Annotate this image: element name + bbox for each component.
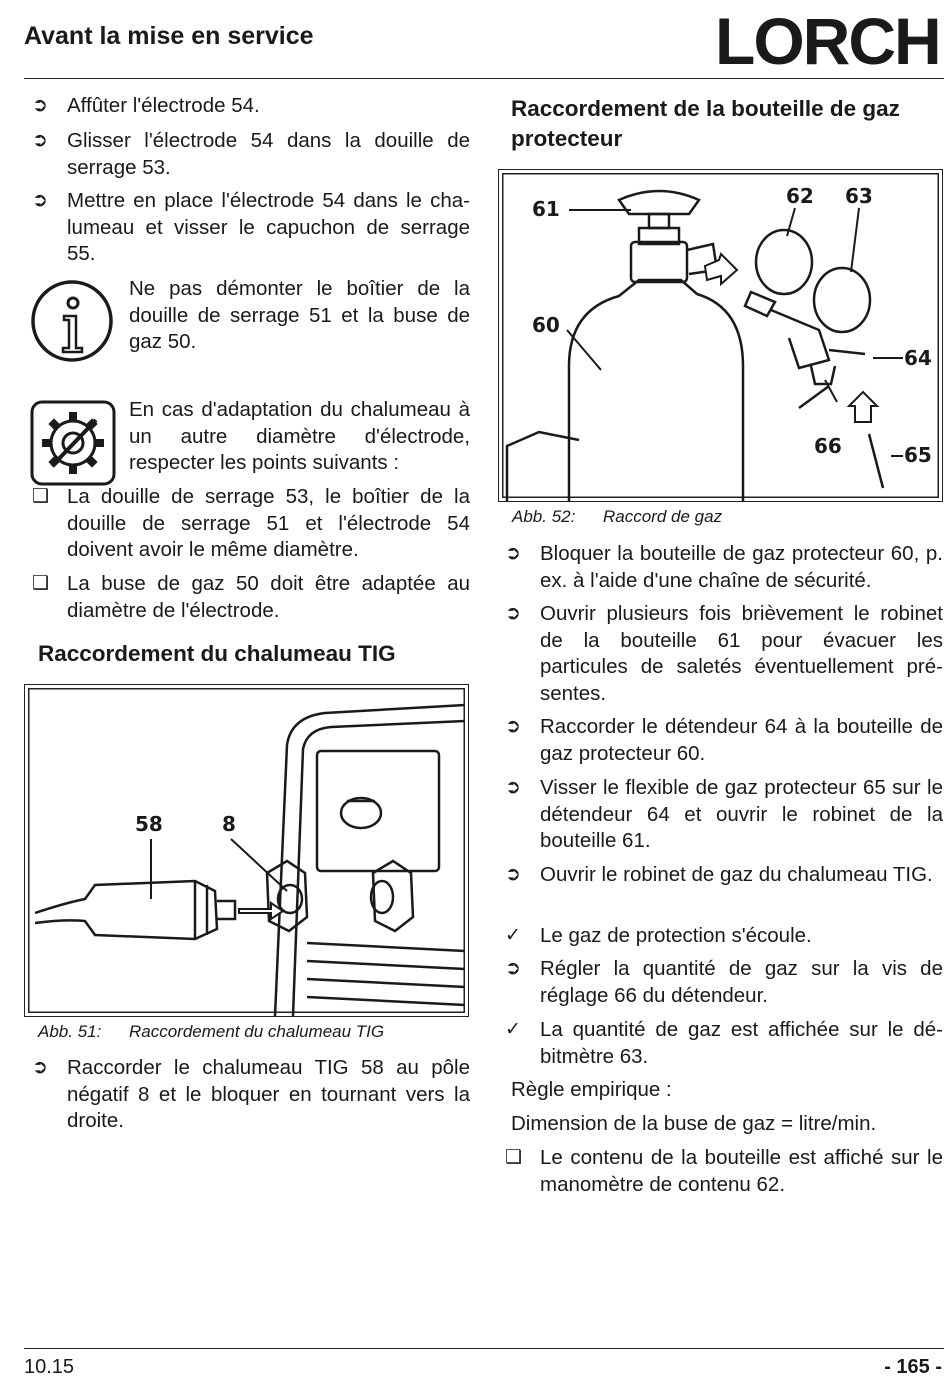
lorch-logo: LORCH <box>715 4 940 78</box>
step-insert: ➲ Glisser l'électrode 54 dans la douille de serrage 53. <box>32 129 470 179</box>
rule-label: Règle empirique : <box>511 1078 672 1101</box>
step-secure-cylinder: ➲ Bloquer la bouteille de gaz protecteur 60, p. ex. à l'aide d'une chaîne de sécurité. <box>505 542 943 592</box>
check-diameter: ❑ La douille de serrage 53, le boîtier de la douille de serrage 51 et l'électrode 54 doivent avoir le même diamètre. <box>32 485 470 561</box>
check-nozzle: ❑ La buse de gaz 50 doit être adaptée au diamètre de l'électrode. <box>32 572 470 622</box>
figure-51 <box>24 684 469 1017</box>
gear-icon <box>30 400 116 486</box>
page-title: Avant la mise en service <box>24 22 314 50</box>
label-63: 63 <box>845 184 873 208</box>
step-icon: ➲ <box>505 777 521 798</box>
step-icon: ➲ <box>505 864 521 885</box>
figure-52 <box>498 169 943 502</box>
label-60: 60 <box>532 313 560 337</box>
label-66: 66 <box>814 434 842 458</box>
checkbox-icon: ❑ <box>32 573 50 594</box>
gas-cylinder-illustration <box>499 170 942 501</box>
step-icon: ➲ <box>505 543 521 564</box>
adapt-note: En cas d'adaptation du chalumeau à un autre diamètre d'électrode, respecter les points suivants : <box>129 398 470 474</box>
caption-52-number: Abb. 52: <box>512 507 576 526</box>
footer-version: 10.15 <box>24 1356 75 1378</box>
torch-connection-illustration <box>25 685 468 1016</box>
page-number: - 165 - <box>884 1356 942 1378</box>
arrow-icon: ➲ <box>32 95 48 116</box>
check-content-gauge: ❑ Le contenu de la bouteille est affiché sur le manomètre de contenu 62. <box>505 1146 943 1196</box>
label-8: 8 <box>222 812 236 836</box>
label-58: 58 <box>135 812 163 836</box>
checkmark-icon: ✓ <box>505 925 521 946</box>
step-adjust-flow: ➲ Régler la quantité de gaz sur la vis de réglage 66 du détendeur. <box>505 957 943 1007</box>
step-screw-hose: ➲ Visser le flexible de gaz protecteur 65 sur le détendeur 64 et ouvrir le robinet de la bouteille 61. <box>505 776 943 852</box>
step-icon: ➲ <box>505 958 521 979</box>
header-rule <box>24 78 944 79</box>
caption-52-text: Raccord de gaz <box>603 507 723 526</box>
section-heading-gas: Raccordement de la bouteille de gaz protecteur <box>511 96 900 151</box>
caption-51-text: Raccordement du chalumeau TIG <box>129 1022 385 1041</box>
caption-51-number: Abb. 51: <box>38 1022 102 1041</box>
arrow-icon: ➲ <box>32 190 48 211</box>
section-heading-tig: Raccordement du chalumeau TIG <box>38 641 396 666</box>
label-61: 61 <box>532 197 560 221</box>
result-gas-flows: ✓ Le gaz de protection s'écoule. <box>505 923 943 950</box>
result-flow-displayed: ✓ La quantité de gaz est affichée sur le débitmètre 63. <box>505 1018 943 1068</box>
step-mount: ➲ Mettre en place l'électrode 54 dans le chalumeau et visser le capuchon de serrage 55. <box>32 189 470 265</box>
checkbox-icon: ❑ <box>505 1147 523 1168</box>
arrow-icon: ➲ <box>32 130 48 151</box>
step-connect-torch: ➲ Raccorder le chalumeau TIG 58 au pôle négatif 8 et le bloquer en tournant vers la droite. <box>32 1056 470 1132</box>
rule-formula: Dimension de la buse de gaz = litre/min. <box>511 1112 877 1135</box>
label-62: 62 <box>786 184 814 208</box>
step-purge-valve: ➲ Ouvrir plusieurs fois brièvement le robinet de la bouteille 61 pour évacuer les particules de saletés éventuellement présentes. <box>505 602 943 705</box>
step-sharpen: ➲ Affûter l'électrode 54. <box>32 93 470 120</box>
step-icon: ➲ <box>505 716 521 737</box>
step-open-torch-valve: ➲ Ouvrir le robinet de gaz du chalumeau TIG. <box>505 862 943 889</box>
footer-rule <box>24 1348 944 1349</box>
label-65: 65 <box>904 443 932 467</box>
arrow-icon: ➲ <box>32 1057 48 1078</box>
checkbox-icon: ❑ <box>32 486 50 507</box>
step-connect-regulator: ➲ Raccorder le détendeur 64 à la bouteille de gaz protecteur 60. <box>505 715 943 765</box>
info-icon <box>30 278 114 364</box>
info-note: Ne pas démonter le boîtier de la douille de serrage 51 et la buse de gaz 50. <box>129 277 470 353</box>
checkmark-icon: ✓ <box>505 1019 521 1040</box>
label-64: 64 <box>904 346 932 370</box>
step-icon: ➲ <box>505 603 521 624</box>
